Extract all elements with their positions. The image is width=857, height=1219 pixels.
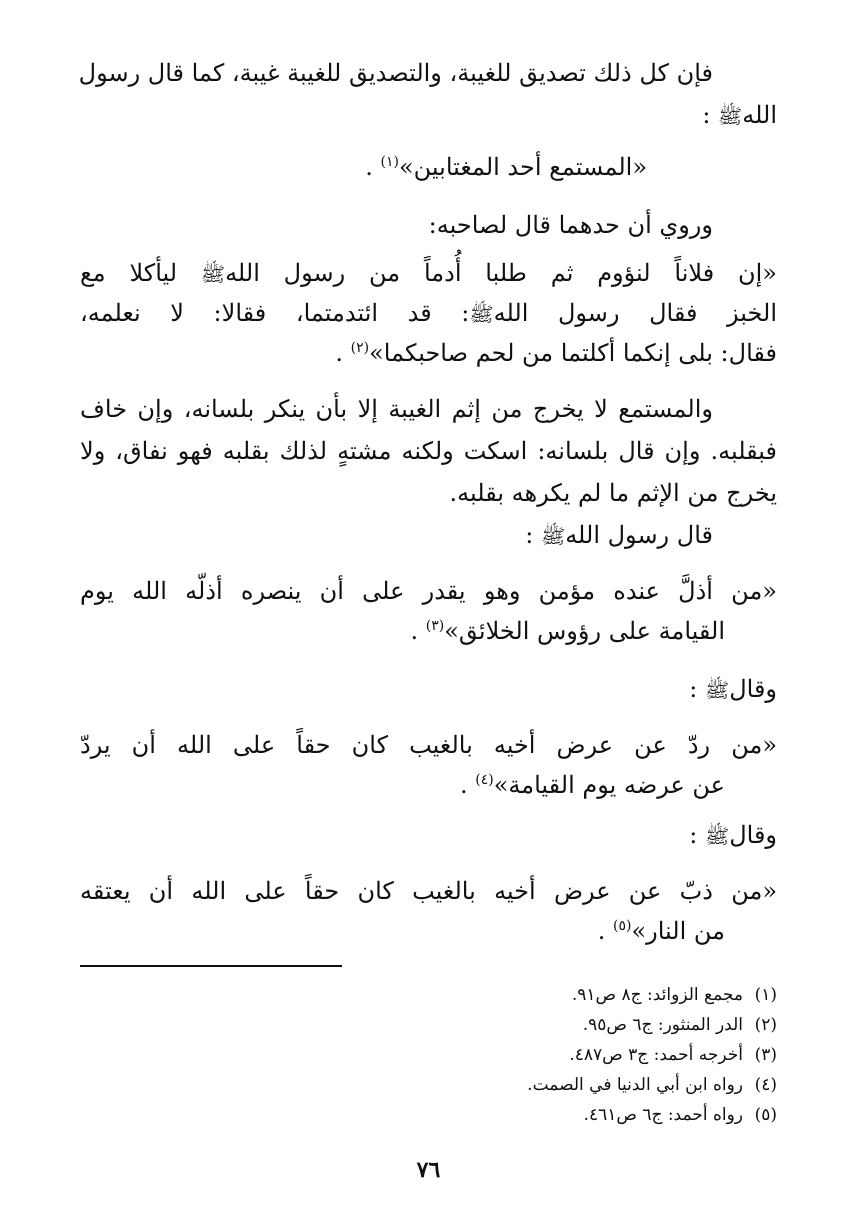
hadith-quote: «من ذبّ عن عرض أخيه بالغيب كان حقاً على الله أن يعتقه [80, 877, 777, 905]
footnote-ref: (٥) [612, 918, 632, 934]
honorific-icon: ﷺ [541, 524, 566, 548]
hadith-quote: عن عرضه يوم القيامة»$^{(٤)}$ . [459, 771, 725, 799]
hadith-quote: فقال: بلى إنكما أكلتما من لحم صاحبكما»$^{(٢)}$ . [335, 339, 777, 367]
paragraph-line: والمستمع لا يخرج من إثم الغيبة إلا بأن ينكر بلسانه، وإن خاف [80, 395, 713, 423]
footnote: (٥)رواه أحمد: ج٦ ص٤٦١. [583, 1105, 777, 1125]
hadith-quote: من النار»$^{(٥)}$ . [597, 917, 725, 945]
paragraph-line: وقالﷺ : [689, 675, 777, 703]
honorific-icon: ﷺ [200, 262, 226, 286]
honorific-icon: ﷺ [705, 824, 730, 848]
footnote-ref: (٤) [475, 772, 494, 788]
hadith-quote: القيامة على رؤوس الخلائق»$^{(٣)}$ . [410, 617, 725, 645]
footnote-ref: (٣) [425, 618, 445, 634]
paragraph-line: اللهﷺ : [702, 101, 777, 129]
paragraph-line: يخرج من الإثم ما لم يكرهه بقلبه. [449, 479, 777, 507]
hadith-quote: «من أذلَّ عنده مؤمن وهو يقدر على أن ينصره أذلّه الله يوم [80, 577, 777, 605]
footnote-separator [80, 965, 342, 967]
honorific-icon: ﷺ [718, 104, 743, 128]
footnote: (٣)أخرجه أحمد: ج٣ ص٤٨٧. [569, 1045, 777, 1065]
honorific-icon: ﷺ [705, 678, 730, 702]
footnote: (٤)رواه ابن أبي الدنيا في الصمت. [527, 1075, 777, 1095]
paragraph-line: قال رسول اللهﷺ : [525, 521, 713, 549]
footnote-ref: (١) [380, 154, 399, 170]
paragraph-line: فإن كل ذلك تصديق للغيبة، والتصديق للغيبة غيبة، كما قال رسول [78, 59, 713, 87]
hadith-quote: الخبز فقال رسول اللهﷺ: قد ائتدمتما، فقالا: لا نعلمه، [80, 299, 777, 327]
paragraph-line: فبقلبه. وإن قال بلسانه: اسكت ولكنه مشتهٍ لذلك بقلبه فهو نفاق، ولا [80, 437, 777, 465]
footnote: (١)مجمع الزوائد: ج٨ ص٩١. [571, 985, 777, 1005]
footnote-ref: (٢) [350, 340, 370, 356]
hadith-quote: «المستمع أحد المغتابين»$^{(١)}$ . [365, 153, 647, 181]
honorific-icon: ﷺ [469, 302, 494, 326]
footnote: (٢)الدر المنثور: ج٦ ص٩٥. [582, 1015, 777, 1035]
paragraph-line: وقالﷺ : [689, 821, 777, 849]
hadith-quote: «إن فلاناً لنؤوم ثم طلبا أُدماً من رسول اللهﷺ ليأكلا مع [80, 259, 777, 287]
page-number: ٧٦ [416, 1157, 441, 1183]
paragraph-line: وروي أن حدهما قال لصاحبه: [428, 211, 713, 239]
book-page [80, 0, 777, 1219]
hadith-quote: «من ردّ عن عرض أخيه بالغيب كان حقاً على الله أن يردّ [80, 731, 778, 759]
